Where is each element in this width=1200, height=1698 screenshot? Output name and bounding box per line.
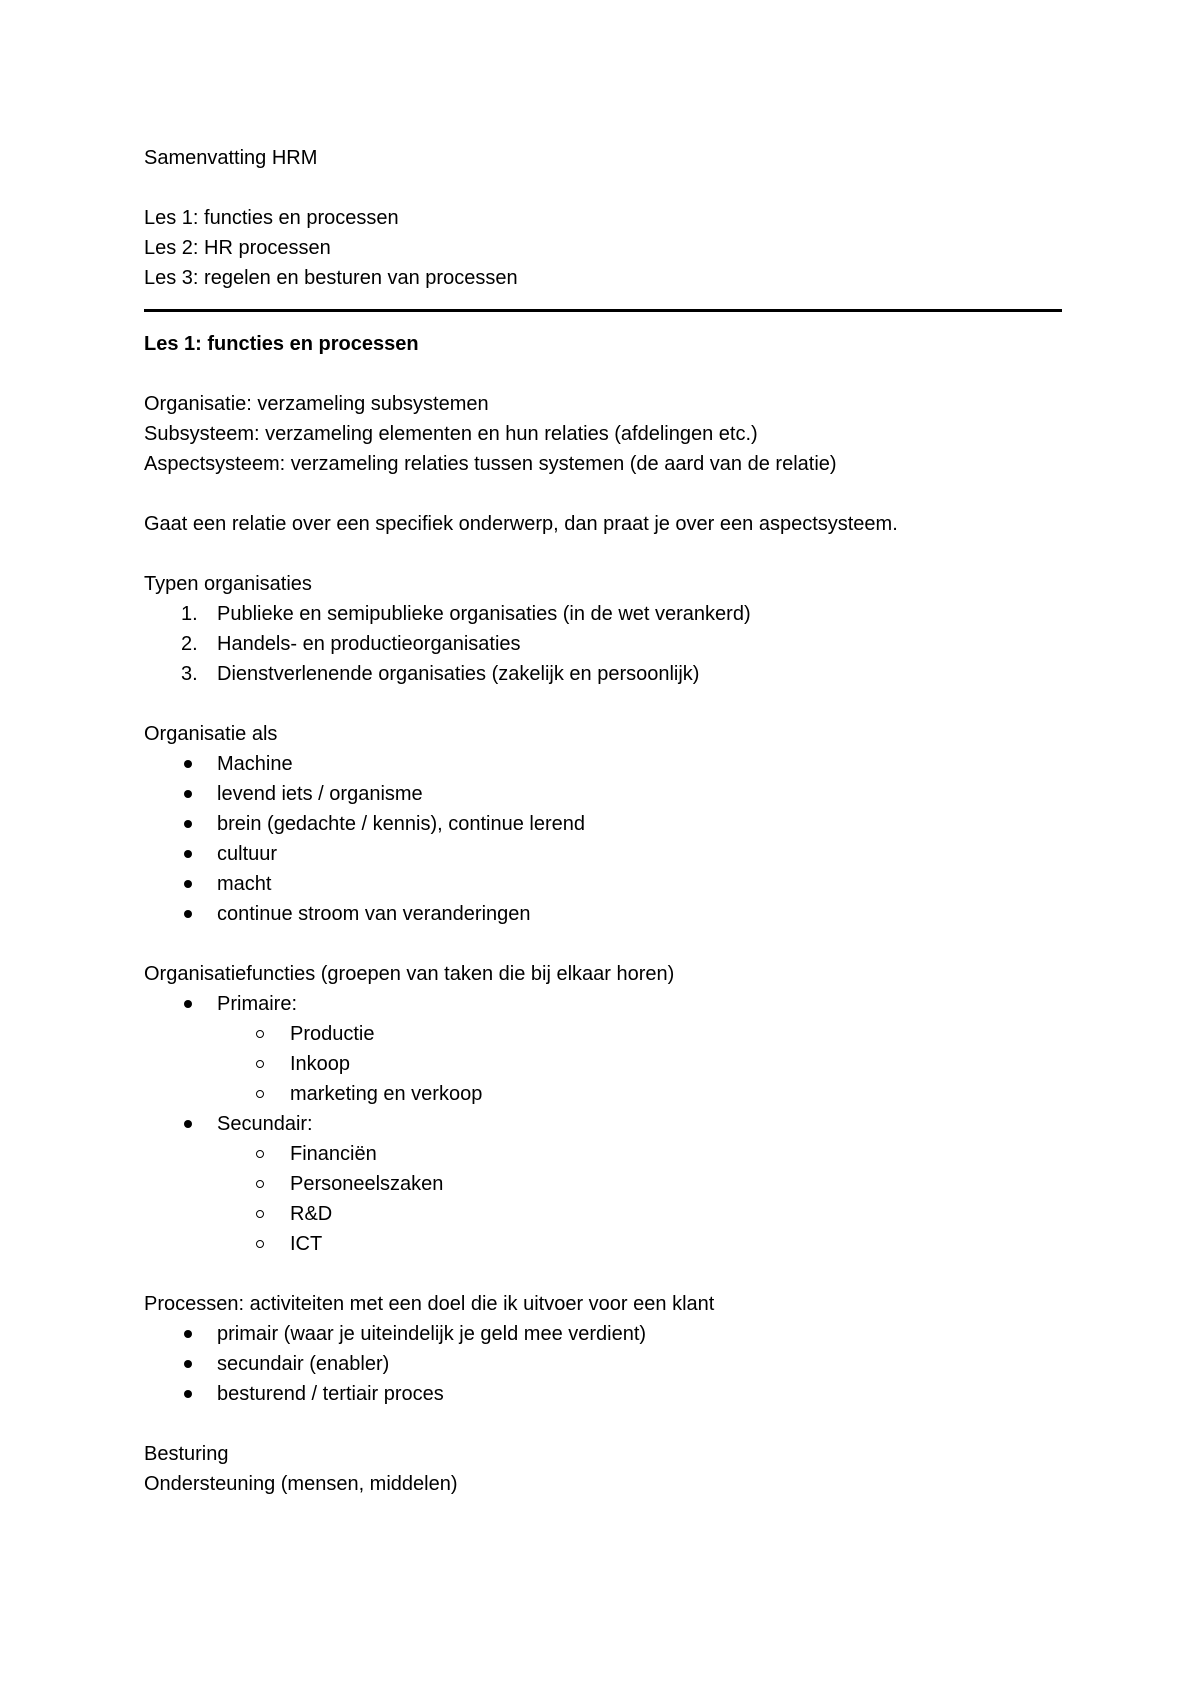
table-of-contents (144, 203, 1064, 293)
list-item-text: Dienstverlenende organisaties (zakelijk en persoonlijk) (217, 663, 700, 685)
closing-line: Besturing (144, 1443, 229, 1465)
document-title: Samenvatting HRM (144, 147, 318, 169)
list-number: 3. (181, 663, 198, 685)
list-item-text: Machine (217, 753, 293, 775)
definition-line: Aspectsysteem: verzameling relaties tussen systemen (de aard van de relatie) (144, 453, 837, 475)
list-item-text: R&D (290, 1203, 333, 1225)
closing-line: Ondersteuning (mensen, middelen) (144, 1473, 458, 1495)
circle-bullet-icon (256, 1150, 264, 1158)
circle-bullet-icon (256, 1030, 264, 1038)
list-item (144, 779, 1064, 809)
list-item (144, 869, 1064, 899)
list-number: 2. (181, 633, 198, 655)
list-item-text: Publieke en semipublieke organisaties (in de wet verankerd) (217, 603, 751, 625)
bullet-icon (184, 1360, 192, 1368)
list-item (144, 1319, 1064, 1349)
circle-bullet-icon (256, 1180, 264, 1188)
list-item-text: ICT (290, 1233, 323, 1255)
circle-bullet-icon (256, 1240, 264, 1248)
functions-primary-sublist (144, 1019, 1064, 1109)
toc-item: Les 1: functies en processen (144, 207, 399, 229)
metaphors-list (144, 749, 1064, 929)
toc-item: Les 3: regelen en besturen van processen (144, 267, 518, 289)
list-item (144, 1379, 1064, 1409)
list-item-text: besturend / tertiair proces (217, 1383, 444, 1405)
types-list (144, 599, 1064, 689)
bullet-icon (184, 1000, 192, 1008)
functions-secondary-list (144, 1109, 1064, 1139)
bullet-icon (184, 1330, 192, 1338)
definition-line: Subsysteem: verzameling elementen en hun relaties (afdelingen etc.) (144, 423, 758, 445)
sublist-item (144, 1169, 1064, 1199)
list-item-text: marketing en verkoop (290, 1083, 483, 1105)
circle-bullet-icon (256, 1090, 264, 1098)
list-item (144, 989, 1064, 1019)
document-page (144, 143, 1064, 1499)
list-item (144, 809, 1064, 839)
bullet-icon (184, 760, 192, 768)
list-item (144, 899, 1064, 929)
sublist-item (144, 1079, 1064, 1109)
list-item-text: macht (217, 873, 272, 895)
list-item-text: levend iets / organisme (217, 783, 423, 805)
functions-secondary-sublist (144, 1139, 1064, 1259)
list-item-text: secundair (enabler) (217, 1353, 390, 1375)
list-item-text: Inkoop (290, 1053, 351, 1075)
list-item-text: Personeelszaken (290, 1173, 444, 1195)
list-item (144, 749, 1064, 779)
bullet-icon (184, 790, 192, 798)
list-item-text: Secundair: (217, 1113, 313, 1135)
list-number: 1. (181, 603, 198, 625)
sublist-item (144, 1199, 1064, 1229)
aspect-note: Gaat een relatie over een specifiek onderwerp, dan praat je over een aspectsysteem. (144, 513, 898, 535)
list-item-text: brein (gedachte / kennis), continue lerend (217, 813, 586, 835)
sublist-item (144, 1049, 1064, 1079)
list-item-text: continue stroom van veranderingen (217, 903, 531, 925)
functions-primary-list (144, 989, 1064, 1019)
bullet-icon (184, 850, 192, 858)
list-item-text: primair (waar je uiteindelijk je geld mee verdient) (217, 1323, 647, 1345)
processes-heading: Processen: activiteiten met een doel die ik uitvoer voor een klant (144, 1293, 715, 1315)
list-item (144, 1109, 1064, 1139)
definitions (144, 389, 1064, 479)
circle-bullet-icon (256, 1060, 264, 1068)
bullet-icon (184, 1120, 192, 1128)
bullet-icon (184, 910, 192, 918)
types-heading: Typen organisaties (144, 573, 312, 595)
list-item-text: cultuur (217, 843, 278, 865)
list-item (144, 1349, 1064, 1379)
functions-heading: Organisatiefuncties (groepen van taken die bij elkaar horen) (144, 963, 675, 985)
definition-line: Organisatie: verzameling subsystemen (144, 393, 489, 415)
processes-list (144, 1319, 1064, 1409)
sublist-item (144, 1229, 1064, 1259)
sublist-item (144, 1019, 1064, 1049)
metaphors-heading: Organisatie als (144, 723, 278, 745)
list-item-text: Productie (290, 1023, 375, 1045)
circle-bullet-icon (256, 1210, 264, 1218)
toc-item: Les 2: HR processen (144, 237, 331, 259)
horizontal-divider (144, 309, 1062, 312)
list-item-text: Financiën (290, 1143, 377, 1165)
bullet-icon (184, 820, 192, 828)
list-item (144, 839, 1064, 869)
list-item (144, 629, 1064, 659)
list-item-text: Handels- en productieorganisaties (217, 633, 521, 655)
list-item-text: Primaire: (217, 993, 298, 1015)
bullet-icon (184, 1390, 192, 1398)
section-heading: Les 1: functies en processen (144, 333, 419, 355)
list-item (144, 659, 1064, 689)
list-item (144, 599, 1064, 629)
bullet-icon (184, 880, 192, 888)
sublist-item (144, 1139, 1064, 1169)
